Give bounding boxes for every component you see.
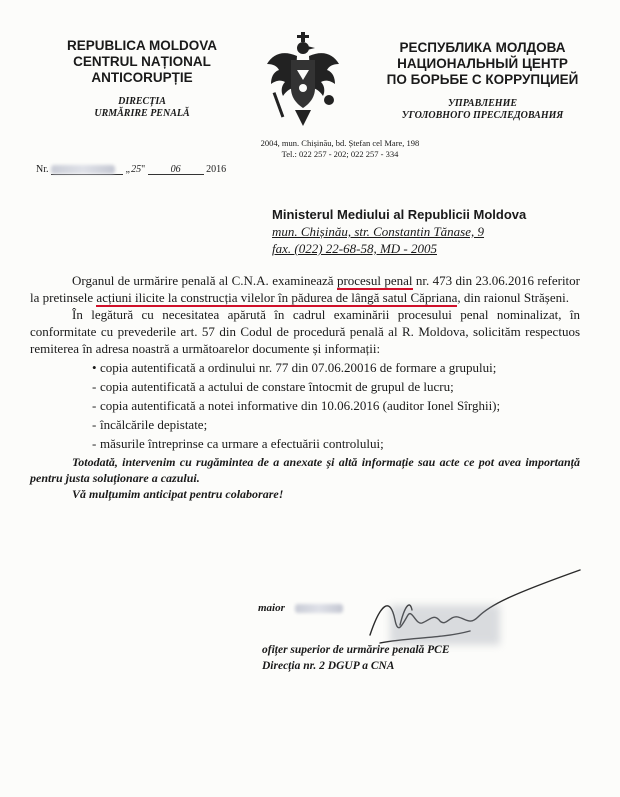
institution-address: [210, 138, 470, 160]
list-item: - copia autentificată a notei informative din 10.06.2016 (auditor Ionel Sîrghii);: [92, 398, 501, 413]
redacted-signature: [390, 605, 500, 645]
list-item-text: copia autentificată a ordinului nr. 77 din 07.06.20016 de formare a grupului;: [100, 360, 497, 375]
list-item: • copia autentificată a ordinului nr. 77 din 07.06.20016 de formare a grupului;: [92, 360, 497, 375]
p1-text-a: Organul de urmărire penală al C.N.A. examinează: [72, 273, 337, 288]
highlight-criminal-case: procesul penal: [336, 273, 413, 288]
requested-documents-list: [30, 359, 580, 452]
registration-day: 25: [131, 164, 142, 175]
letterhead-right-dept: [360, 98, 605, 122]
highlight-illegal-actions: acțiuni ilicite la construcția vilelor în pădurea de lângă satul Căpriana: [96, 290, 458, 305]
registration-month: 06: [170, 164, 181, 175]
list-item-text: încălcările depistate;: [100, 417, 208, 432]
signature-title-line2: Direcția nr. 2 DGUP a CNA: [262, 660, 395, 672]
recipient-name: Ministerul Mediului al Republicii Moldova: [272, 207, 527, 222]
recipient-street: mun. Chișinău, str. Constantin Tănase, 9: [272, 224, 485, 239]
list-item: - măsurile întreprinse ca urmare a efectuării controlului;: [92, 436, 384, 451]
letterhead-left-line1: REPUBLICA MOLDOVA: [67, 38, 217, 53]
registration-prefix: Nr.: [36, 164, 49, 175]
letterhead-left-line2: CENTRUL NAȚIONAL: [73, 54, 211, 69]
registration-line: Nr. „25" 06 2016: [36, 164, 227, 175]
letterhead-right-line3: ПО БОРЬБЕ С КОРРУПЦИЕЙ: [386, 72, 579, 87]
registration-number-field: [51, 164, 123, 175]
signature-rank: [258, 602, 343, 614]
letterhead-left-dept2: URMĂRIRE PENALĂ: [94, 108, 190, 119]
paragraph-1: [30, 272, 580, 306]
letterhead-right-dept1: УПРАВЛЕНИЕ: [447, 98, 518, 109]
signature-rank-text: maior: [258, 602, 285, 614]
letterhead-right: [360, 40, 605, 122]
closing-thanks: Vă mulțumim anticipat pentru colaborare!: [72, 487, 284, 501]
list-item: - copia autentificată a actului de constare întocmit de grupul de lucru;: [92, 379, 454, 394]
list-item-text: copia autentificată a notei informative din 10.06.2016 (auditor Ionel Sîrghii);: [100, 398, 501, 413]
letter-body: [30, 272, 580, 502]
recipient-contact: fax. (022) 22-68-58, MD - 2005: [272, 241, 437, 256]
registration-month-field: [148, 164, 204, 175]
letterhead-left-dept1: DIRECȚIA: [118, 96, 166, 107]
letterhead-right-dept2: УГОЛОВНОГО ПРЕСЛЕДОВАНИЯ: [401, 110, 564, 121]
phone-line: Tel.: 022 257 - 202; 022 257 - 334: [281, 149, 399, 159]
signature-title-line1: ofițer superior de urmărire penală PCE: [262, 644, 450, 656]
paragraph-2: În legătură cu necesitatea apărută în cadrul examinării procesului penal nominalizat, în conformitate cu prevederile art. 57 din Codul de procedură penală al R. Moldova, solicităm respectuos remiterea în adresa noastră a următoarelor documente și informații:: [30, 307, 580, 356]
recipient-block: [272, 206, 592, 257]
list-item-text: copia autentificată a actului de constare întocmit de grupul de lucru;: [100, 379, 454, 394]
letterhead-left-dept: [28, 96, 256, 120]
redacted-number: [51, 165, 115, 174]
redacted-name: [295, 604, 343, 613]
list-item-text: măsurile întreprinse ca urmare a efectuării controlului;: [100, 436, 384, 451]
letterhead-left: [28, 38, 256, 120]
address-line: 2004, mun. Chișinău, bd. Ștefan cel Mare, 198: [260, 138, 420, 148]
coat-of-arms-icon: [263, 30, 343, 130]
closing-request: Totodată, intervenim cu rugămintea de a anexate și altă informație sau acte ce pot avea importanță pentru justa soluționare a cazului.: [30, 455, 580, 485]
p1-text-b: nr. 473 din 23.06.2016 referitor la pretinsele: [30, 273, 580, 305]
list-item: - încălcările depistate;: [92, 417, 208, 432]
signature-title: [262, 642, 450, 674]
p1-text-c: , din raionul Strășeni.: [457, 290, 569, 305]
letterhead-left-line3: ANTICORUPȚIE: [91, 70, 193, 85]
letterhead-right-line1: РЕСПУБЛИКА МОЛДОВА: [399, 40, 566, 55]
registration-year: 2016: [206, 164, 227, 175]
letterhead-right-line2: НАЦИОНАЛЬНЫЙ ЦЕНТР: [397, 56, 568, 71]
